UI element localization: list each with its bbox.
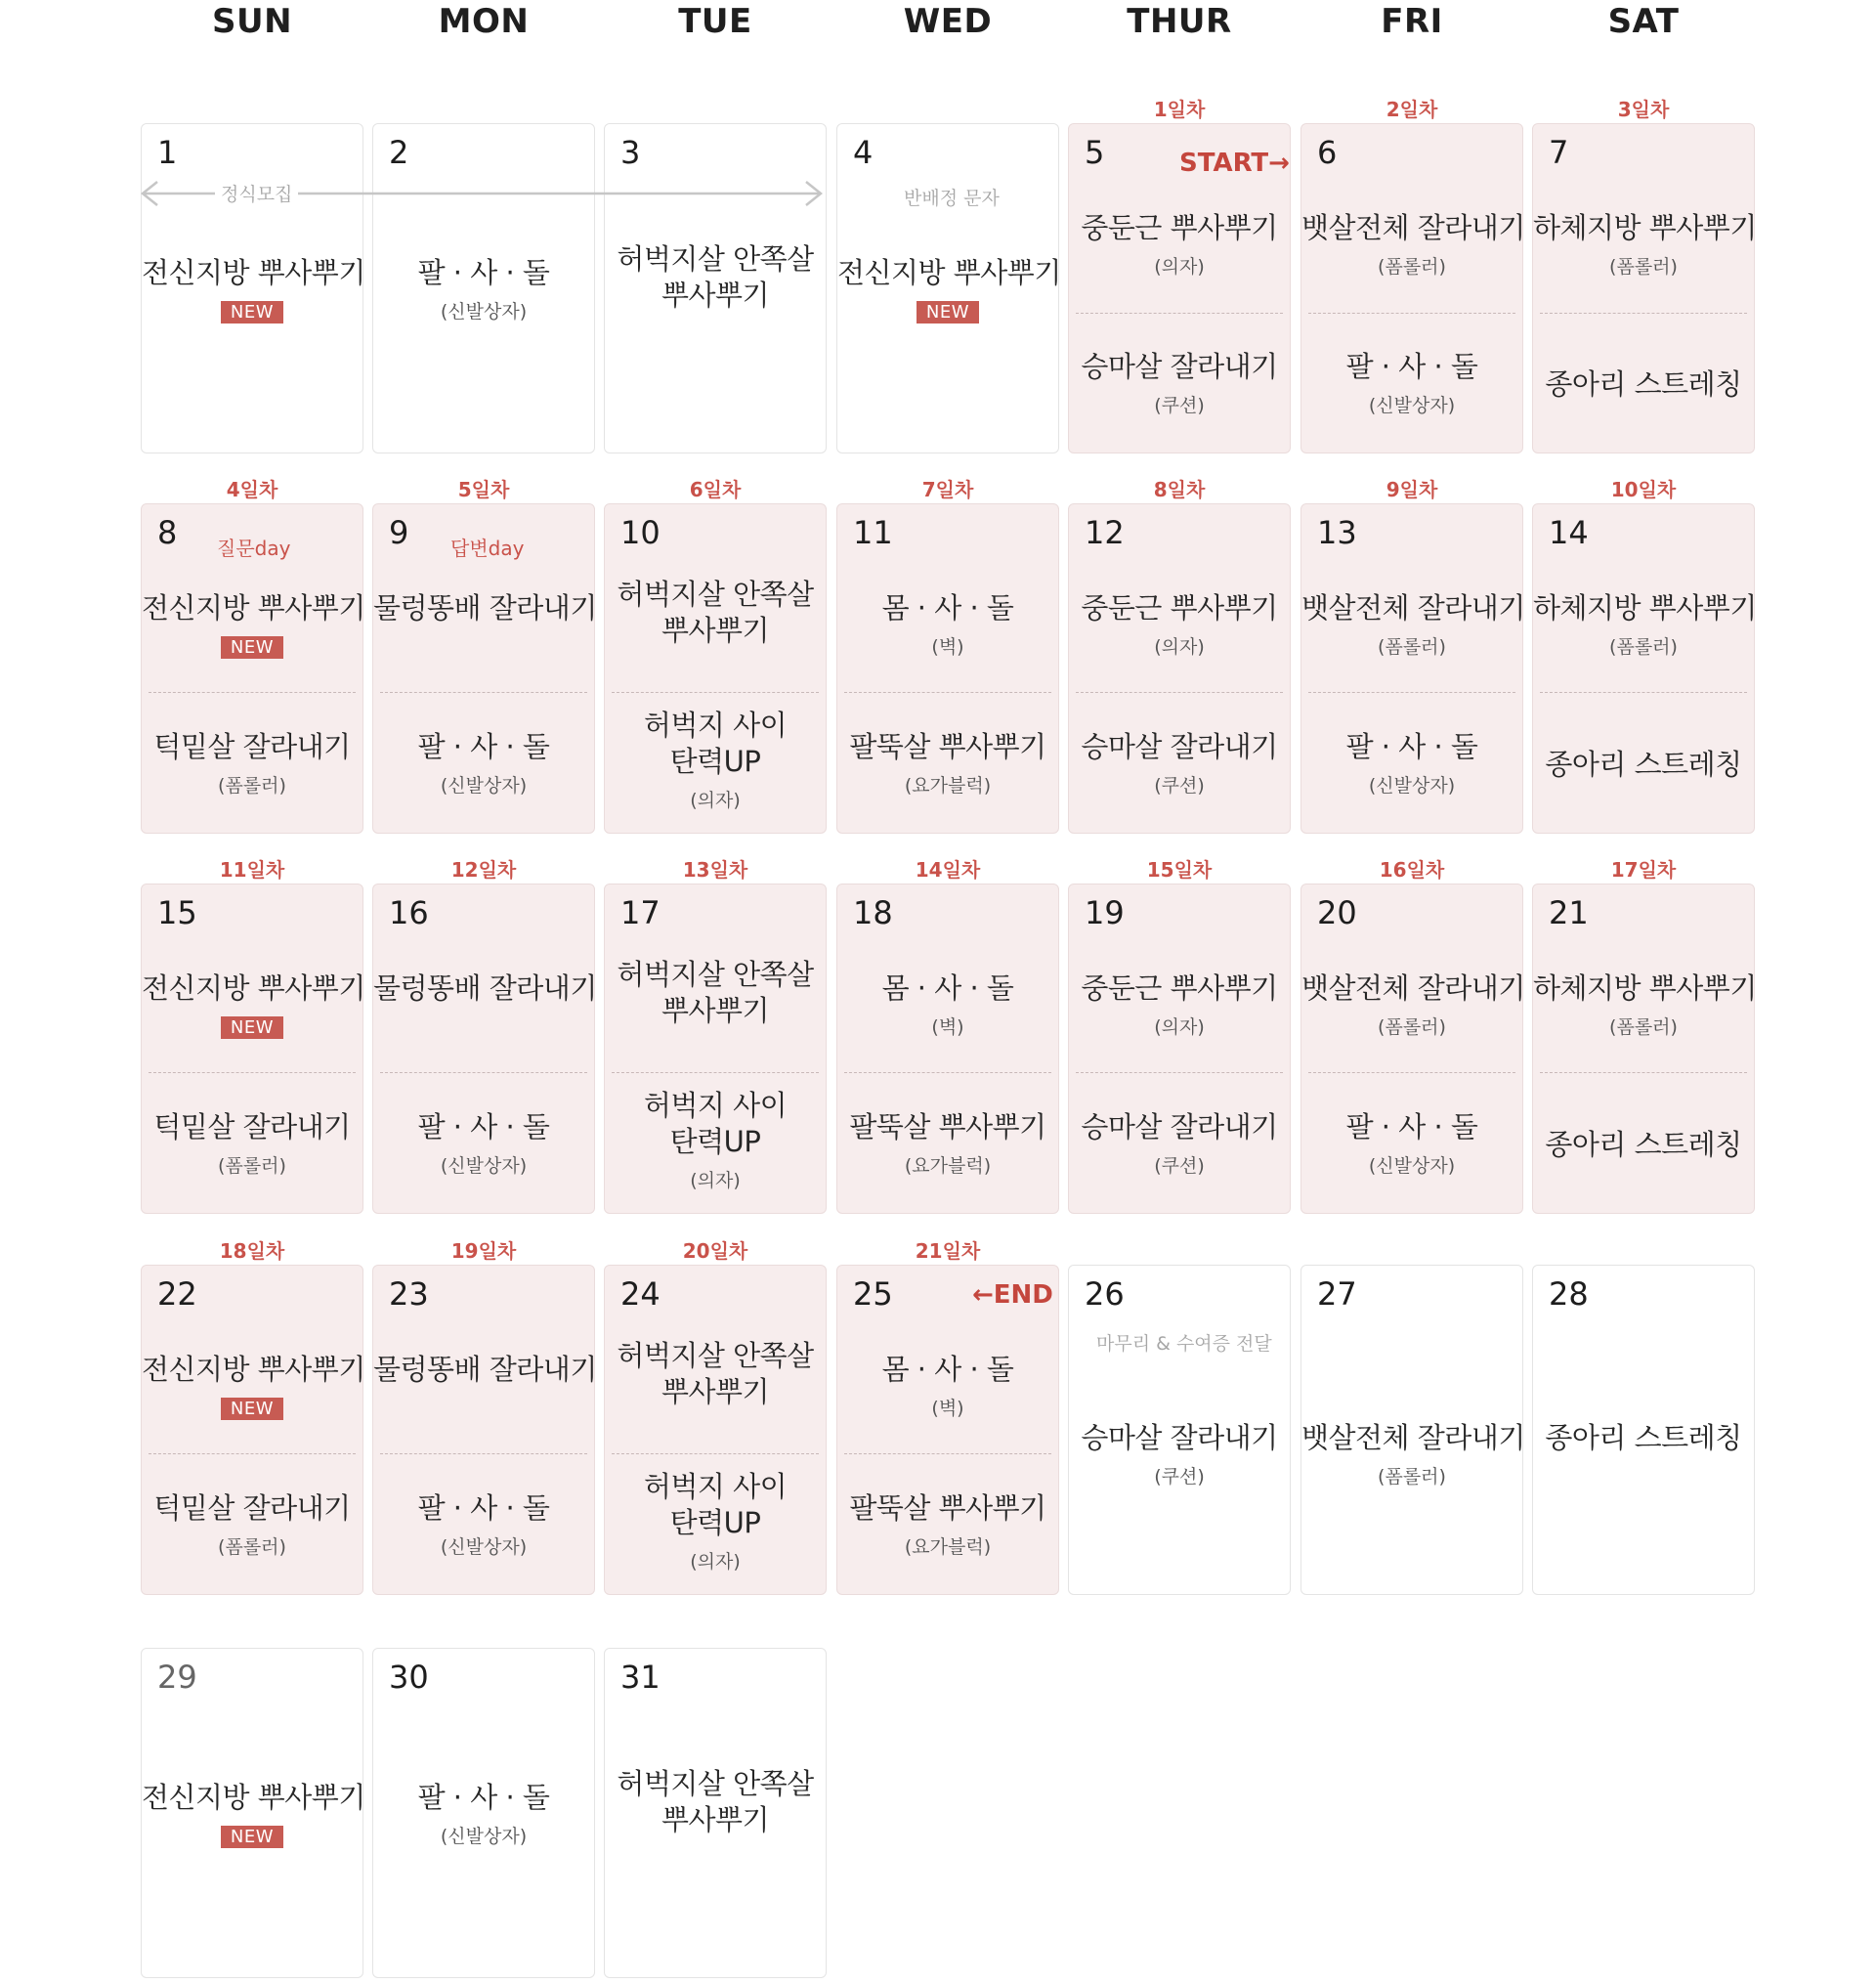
date-number: 20 [1317,894,1357,931]
exercise-title: 전신지방 뿌사뿌기 [142,1781,365,1814]
date-number: 7 [1549,134,1569,171]
exercise-block [1069,590,1290,659]
weekday-header-sun: SUN [211,2,293,41]
exercise-block [373,255,594,323]
section-divider [1076,313,1283,314]
section-divider [1076,692,1283,693]
weekday-header-mon: MON [438,2,530,41]
exercise-title: 허벅지살 안쪽살 [617,578,814,611]
exercise-block [1533,1420,1754,1456]
equipment-note: (폼롤러) [1378,1466,1446,1488]
equipment-note: (신발상자) [440,1536,528,1558]
day-count-label: 6일차 [689,478,742,501]
date-number: 15 [157,894,197,931]
calendar-day-11[interactable] [836,503,1059,834]
section-divider [612,692,819,693]
day-count-label: 19일차 [450,1239,517,1263]
exercise-title: 탄력UP [669,745,761,778]
calendar-day-2[interactable] [372,123,595,453]
exercise-title: 물렁똥배 잘라내기 [373,1353,597,1386]
section-divider [612,1072,819,1073]
date-number: 26 [1085,1275,1125,1313]
equipment-note: (폼롤러) [1378,636,1446,658]
calendar-day-24[interactable] [604,1265,827,1595]
date-number: 4 [853,134,874,171]
exercise-title: 뱃살전체 잘라내기 [1301,591,1525,625]
exercise-block [142,1490,362,1559]
calendar-day-22[interactable] [141,1265,363,1595]
day-count-label: 21일차 [915,1239,981,1263]
section-divider [149,1072,356,1073]
exercise-title: 중둔근 뿌사뿌기 [1081,591,1278,625]
exercise-title: 탄력UP [669,1125,761,1158]
exercise-title: 팔뚝살 뿌사뿌기 [849,1491,1046,1525]
date-number: 24 [620,1275,661,1313]
exercise-title: 뿌사뿌기 [661,279,770,312]
exercise-title: 승마살 잘라내기 [1081,350,1278,383]
section-divider [1540,313,1747,314]
day-count-label: 13일차 [682,858,748,882]
exercise-title: 전신지방 뿌사뿌기 [837,256,1061,289]
exercise-block [142,970,365,1039]
calendar-day-28[interactable] [1532,1265,1755,1595]
exercise-title: 뱃살전체 잘라내기 [1301,211,1525,244]
exercise-title: 팔뚝살 뿌사뿌기 [849,1110,1046,1143]
exercise-title: 허벅지살 안쪽살 [617,1339,814,1372]
calendar-day-30[interactable] [372,1648,595,1978]
calendar-day-26[interactable] [1068,1265,1291,1595]
exercise-title: 팔 · 사 · 돌 [1345,730,1478,763]
date-number: 5 [1085,134,1105,171]
calendar-day-7[interactable] [1532,123,1755,453]
exercise-block [1301,970,1525,1039]
answer-day-note: 답변day [450,537,525,560]
day-count-label: 16일차 [1379,858,1445,882]
equipment-note: (의자) [690,1170,741,1191]
date-number: 6 [1317,134,1338,171]
exercise-block [142,1780,365,1848]
exercise-block [1301,590,1525,659]
exercise-title: 허벅지살 안쪽살 [617,242,814,276]
calendar-day-14[interactable] [1532,503,1755,834]
calendar-day-19[interactable] [1068,884,1291,1214]
section-divider [149,1453,356,1454]
date-number: 19 [1085,894,1125,931]
day-count-label: 1일차 [1153,98,1206,121]
section-divider [380,692,587,693]
equipment-note: (폼롤러) [218,1536,286,1558]
exercise-title: 하체지방 뿌사뿌기 [1533,211,1757,244]
section-divider [1540,1072,1747,1073]
section-divider [380,1453,587,1454]
exercise-block [1533,367,1754,403]
date-number: 8 [157,514,178,551]
start-marker: START→ [1179,149,1290,178]
exercise-title: 허벅지 사이 [643,709,788,742]
date-number: 11 [853,514,893,551]
recruit-label: 정식모집 [215,180,298,206]
calendar-day-16[interactable] [372,884,595,1214]
equipment-note: (폼롤러) [1378,1016,1446,1038]
calendar-day-4[interactable] [836,123,1059,453]
exercise-block [837,1490,1058,1559]
equipment-note: (벽) [931,636,964,658]
exercise-title: 뱃살전체 잘라내기 [1301,971,1525,1005]
equipment-note: (폼롤러) [1609,636,1678,658]
section-divider [844,1453,1051,1454]
exercise-block [1069,729,1290,798]
exercise-title: 중둔근 뿌사뿌기 [1081,971,1278,1005]
exercise-title: 허벅지 사이 [643,1470,788,1503]
section-divider [1308,692,1515,693]
weekday-header-wed: WED [903,2,993,41]
day-count-label: 7일차 [921,478,974,501]
calendar-day-20[interactable] [1300,884,1523,1214]
calendar-day-10[interactable] [604,503,827,834]
exercise-block [605,241,826,314]
exercise-title: 몸 · 사 · 돌 [881,591,1014,625]
exercise-block [373,590,597,626]
end-marker: ←END [972,1280,1053,1310]
equipment-note: (벽) [931,1016,964,1038]
new-badge: NEW [221,1016,283,1039]
exercise-block [142,1109,362,1178]
day-count-label: 2일차 [1386,98,1438,121]
exercise-title: 팔 · 사 · 돌 [1345,350,1478,383]
date-number: 14 [1549,514,1589,551]
exercise-block [1069,1420,1290,1488]
calendar-day-29[interactable] [141,1648,363,1978]
section-divider [149,692,356,693]
equipment-note: (요가블럭) [904,1536,992,1558]
exercise-title: 중둔근 뿌사뿌기 [1081,211,1278,244]
date-number: 13 [1317,514,1357,551]
exercise-title: 팔 · 사 · 돌 [417,1491,550,1525]
exercise-block [605,957,826,1029]
equipment-note: (신발상자) [440,1155,528,1177]
wrapup-note: 마무리 & 수여증 전달 [1096,1333,1272,1355]
date-number: 17 [620,894,661,931]
date-number: 18 [853,894,893,931]
new-badge: NEW [221,636,283,659]
calendar-day-3[interactable] [604,123,827,453]
section-divider [612,1453,819,1454]
exercise-block [837,970,1058,1039]
exercise-block [1533,1127,1754,1163]
exercise-block [1301,1109,1522,1178]
exercise-title: 탄력UP [669,1506,761,1539]
day-count-label: 11일차 [219,858,285,882]
section-divider [844,1072,1051,1073]
calendar-day-18[interactable] [836,884,1059,1214]
exercise-block [1069,1109,1290,1178]
equipment-note: (신발상자) [1368,395,1456,416]
equipment-note: (신발상자) [1368,1155,1456,1177]
exercise-title: 몸 · 사 · 돌 [881,971,1014,1005]
day-count-label: 17일차 [1610,858,1677,882]
day-count-label: 4일차 [226,478,278,501]
exercise-block [373,1352,597,1388]
exercise-title: 물렁똥배 잘라내기 [373,971,597,1005]
day-count-label: 10일차 [1610,478,1677,501]
exercise-block [605,577,826,649]
equipment-note: (요가블럭) [904,775,992,797]
exercise-block [373,970,597,1007]
day-count-label: 15일차 [1146,858,1213,882]
exercise-title: 턱밑살 잘라내기 [153,1110,351,1143]
exercise-title: 팔 · 사 · 돌 [417,1110,550,1143]
exercise-title: 팔 · 사 · 돌 [417,730,550,763]
weekday-header-thur: THUR [1127,2,1232,41]
equipment-note: (쿠션) [1154,395,1205,416]
exercise-block [605,1469,826,1574]
weekday-header-tue: TUE [678,2,752,41]
date-number: 16 [389,894,429,931]
date-number: 27 [1317,1275,1357,1313]
equipment-note: (쿠션) [1154,1155,1205,1177]
exercise-block [1069,210,1290,279]
equipment-note: (요가블럭) [904,1155,992,1177]
date-number: 12 [1085,514,1125,551]
exercise-block [142,1352,365,1420]
equipment-note: (의자) [1154,636,1205,658]
exercise-title: 허벅지살 안쪽살 [617,958,814,991]
day-count-label: 8일차 [1153,478,1206,501]
section-divider [1308,313,1515,314]
date-number: 3 [620,134,641,171]
exercise-title: 종아리 스트레칭 [1545,1128,1742,1161]
calendar-day-12[interactable] [1068,503,1291,834]
equipment-note: (신발상자) [440,1826,528,1847]
exercise-block [605,1088,826,1192]
equipment-note: (쿠션) [1154,775,1205,797]
exercise-title: 팔 · 사 · 돌 [417,1781,550,1814]
day-count-label: 18일차 [219,1239,285,1263]
question-day-note: 질문day [217,537,291,560]
weekday-header-sat: SAT [1607,2,1680,41]
day-count-label: 20일차 [682,1239,748,1263]
exercise-block [837,729,1058,798]
exercise-title: 턱밑살 잘라내기 [153,1491,351,1525]
date-number: 25 [853,1275,893,1313]
exercise-block [837,1352,1058,1420]
equipment-note: (폼롤러) [1378,256,1446,278]
new-badge: NEW [917,301,979,323]
day-count-label: 12일차 [450,858,517,882]
calendar-day-13[interactable] [1300,503,1523,834]
exercise-title: 뿌사뿌기 [661,1375,770,1408]
exercise-block [142,729,362,798]
calendar-day-1[interactable] [141,123,363,453]
date-number: 28 [1549,1275,1589,1313]
date-number: 22 [157,1275,197,1313]
equipment-note: (의자) [690,1551,741,1573]
exercise-block [1069,349,1290,417]
equipment-note: (폼롤러) [1609,1016,1678,1038]
exercise-block [1533,747,1754,783]
equipment-note: (폼롤러) [1609,256,1678,278]
equipment-note: (폼롤러) [218,1155,286,1177]
exercise-block [1301,1420,1525,1488]
equipment-note: (신발상자) [1368,775,1456,797]
equipment-note: (폼롤러) [218,775,286,797]
equipment-note: (신발상자) [440,301,528,323]
exercise-title: 승마살 잘라내기 [1081,1421,1278,1454]
equipment-note: (의자) [1154,256,1205,278]
exercise-block [373,1780,594,1848]
exercise-title: 전신지방 뿌사뿌기 [142,256,365,289]
date-number: 10 [620,514,661,551]
exercise-block [605,708,826,812]
date-number: 1 [157,134,178,171]
date-number: 2 [389,134,409,171]
date-number: 23 [389,1275,429,1313]
exercise-block [1301,729,1522,798]
exercise-title: 하체지방 뿌사뿌기 [1533,971,1757,1005]
exercise-block [837,590,1058,659]
new-badge: NEW [221,1826,283,1848]
assign-text-note: 반배정 문자 [904,188,1000,209]
calendar-day-17[interactable] [604,884,827,1214]
exercise-title: 뱃살전체 잘라내기 [1301,1421,1525,1454]
exercise-title: 종아리 스트레칭 [1545,1421,1742,1454]
exercise-block [837,1109,1058,1178]
exercise-title: 팔 · 사 · 돌 [1345,1110,1478,1143]
section-divider [844,692,1051,693]
exercise-block [1069,970,1290,1039]
day-count-label: 14일차 [915,858,981,882]
calendar-day-27[interactable] [1300,1265,1523,1595]
day-count-label: 5일차 [457,478,510,501]
date-number: 21 [1549,894,1589,931]
exercise-block [142,590,365,659]
exercise-title: 전신지방 뿌사뿌기 [142,971,365,1005]
exercise-title: 허벅지 사이 [643,1089,788,1122]
equipment-note: (벽) [931,1398,964,1419]
exercise-title: 뿌사뿌기 [661,994,770,1027]
exercise-block [837,255,1061,323]
equipment-note: (의자) [690,790,741,811]
exercise-block [373,729,594,798]
exercise-title: 뿌사뿌기 [661,1803,770,1836]
exercise-title: 몸 · 사 · 돌 [881,1353,1014,1386]
exercise-title: 팔뚝살 뿌사뿌기 [849,730,1046,763]
calendar-day-23[interactable] [372,1265,595,1595]
day-count-label: 9일차 [1386,478,1438,501]
exercise-block [1301,210,1525,279]
exercise-block [605,1338,826,1410]
exercise-block [142,255,365,323]
exercise-block [605,1766,826,1838]
calendar-day-25[interactable] [836,1265,1059,1595]
exercise-block [1533,210,1757,279]
exercise-block [373,1490,594,1559]
calendar-day-6[interactable] [1300,123,1523,453]
exercise-title: 종아리 스트레칭 [1545,367,1742,401]
exercise-block [1533,590,1757,659]
exercise-title: 턱밑살 잘라내기 [153,730,351,763]
new-badge: NEW [221,1398,283,1420]
exercise-title: 승마살 잘라내기 [1081,730,1278,763]
date-number: 31 [620,1659,661,1696]
exercise-title: 뿌사뿌기 [661,614,770,647]
exercise-title: 하체지방 뿌사뿌기 [1533,591,1757,625]
new-badge: NEW [221,301,283,323]
date-number: 9 [389,514,409,551]
section-divider [1308,1072,1515,1073]
exercise-title: 승마살 잘라내기 [1081,1110,1278,1143]
date-number: 29 [157,1659,197,1696]
exercise-block [1533,970,1757,1039]
equipment-note: (쿠션) [1154,1466,1205,1488]
equipment-note: (의자) [1154,1016,1205,1038]
exercise-title: 종아리 스트레칭 [1545,748,1742,781]
exercise-title: 팔 · 사 · 돌 [417,256,550,289]
exercise-block [373,1109,594,1178]
exercise-block [1301,349,1522,417]
exercise-title: 전신지방 뿌사뿌기 [142,591,365,625]
exercise-title: 전신지방 뿌사뿌기 [142,1353,365,1386]
date-number: 30 [389,1659,429,1696]
section-divider [1076,1072,1283,1073]
section-divider [380,1072,587,1073]
calendar-day-15[interactable] [141,884,363,1214]
exercise-title: 물렁똥배 잘라내기 [373,591,597,625]
calendar-day-21[interactable] [1532,884,1755,1214]
section-divider [1540,692,1747,693]
day-count-label: 3일차 [1617,98,1670,121]
calendar-day-31[interactable] [604,1648,827,1978]
equipment-note: (신발상자) [440,775,528,797]
exercise-title: 허벅지살 안쪽살 [617,1767,814,1800]
weekday-header-fri: FRI [1381,2,1443,41]
